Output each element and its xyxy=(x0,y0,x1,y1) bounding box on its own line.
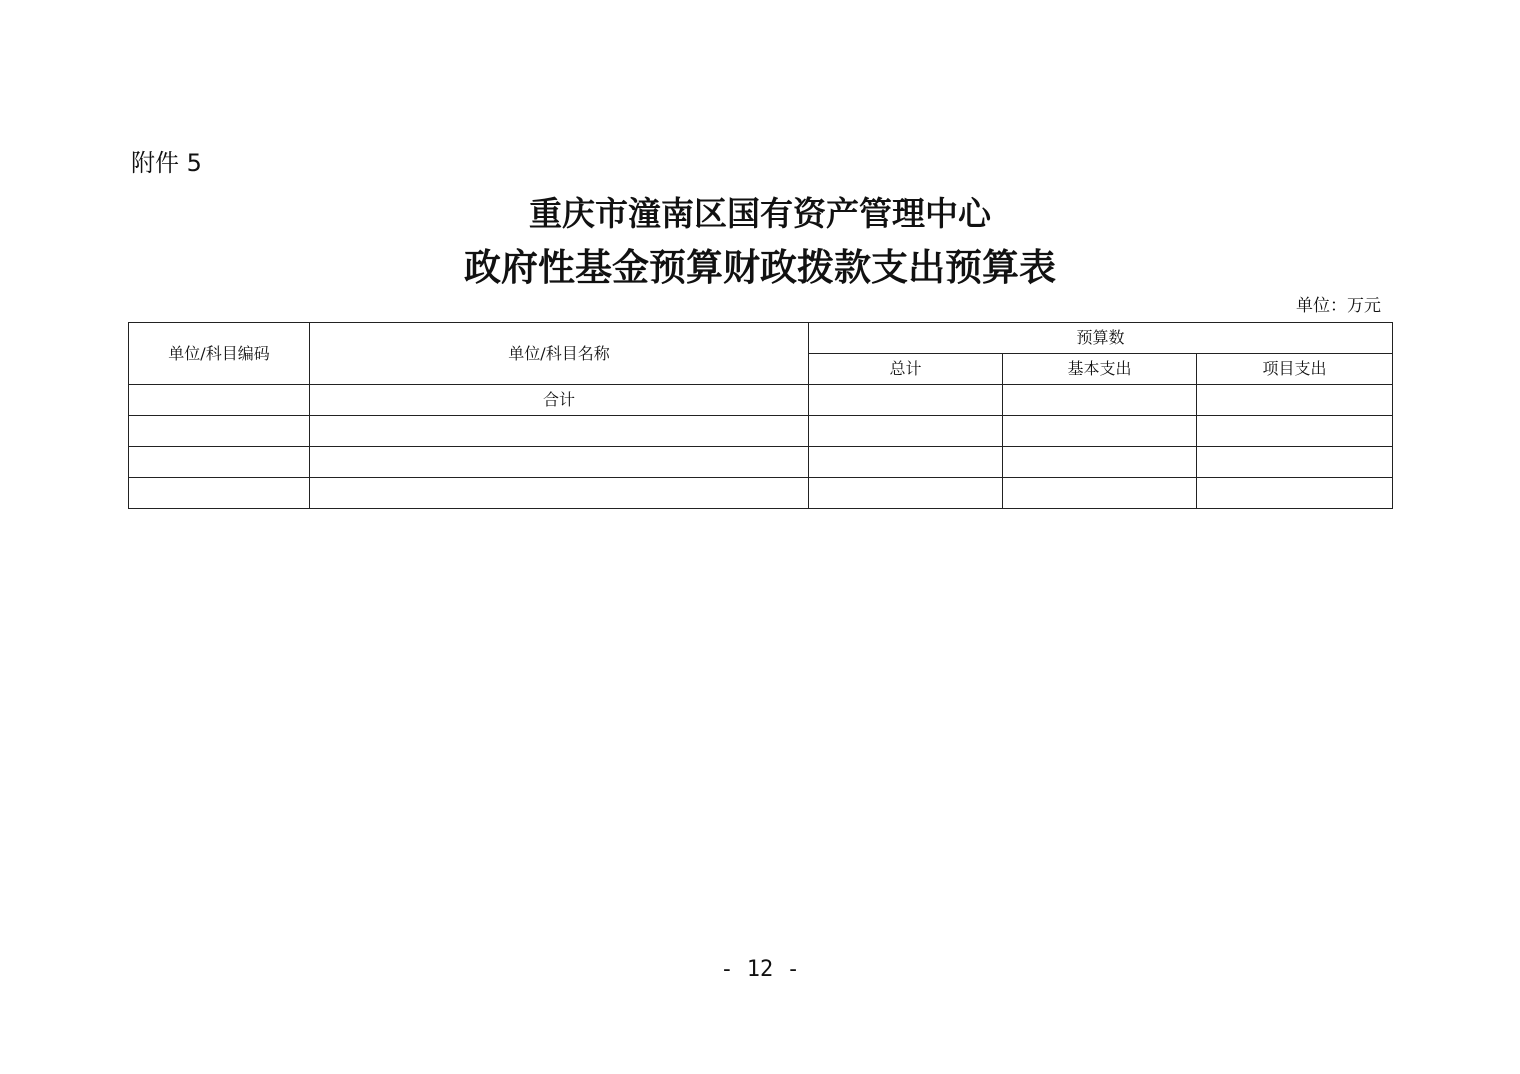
cell-code xyxy=(129,416,310,447)
cell-basic xyxy=(1003,447,1197,478)
cell-code xyxy=(129,478,310,509)
document-title-line-1: 重庆市潼南区国有资产管理中心 xyxy=(529,194,991,233)
table-row xyxy=(129,447,1393,478)
cell-project xyxy=(1197,385,1393,416)
table-row xyxy=(129,385,1393,416)
cell-name xyxy=(310,416,809,447)
cell-code xyxy=(129,385,310,416)
budget-table xyxy=(128,322,1393,509)
cell-basic xyxy=(1003,385,1197,416)
header-budget-group: 预算数 xyxy=(809,323,1393,354)
cell-total xyxy=(809,385,1003,416)
cell-project xyxy=(1197,416,1393,447)
document-title-line-2: 政府性基金预算财政拨款支出预算表 xyxy=(464,245,1056,289)
cell-project xyxy=(1197,478,1393,509)
header-code: 单位/科目编码 xyxy=(129,323,310,385)
attachment-label: 附件 5 xyxy=(131,149,202,177)
table-row xyxy=(129,478,1393,509)
cell-total xyxy=(809,478,1003,509)
header-total: 总计 xyxy=(809,354,1003,385)
header-name: 单位/科目名称 xyxy=(310,323,809,385)
cell-name xyxy=(310,447,809,478)
cell-name: 合计 xyxy=(310,385,809,416)
page-number: - 12 - xyxy=(720,957,800,982)
cell-basic xyxy=(1003,478,1197,509)
table-header-row xyxy=(129,323,1393,354)
unit-note: 单位：万元 xyxy=(1296,296,1381,316)
cell-project xyxy=(1197,447,1393,478)
cell-total xyxy=(809,447,1003,478)
cell-basic xyxy=(1003,416,1197,447)
header-basic: 基本支出 xyxy=(1003,354,1197,385)
header-project: 项目支出 xyxy=(1197,354,1393,385)
cell-total xyxy=(809,416,1003,447)
table-row xyxy=(129,416,1393,447)
cell-code xyxy=(129,447,310,478)
cell-name xyxy=(310,478,809,509)
